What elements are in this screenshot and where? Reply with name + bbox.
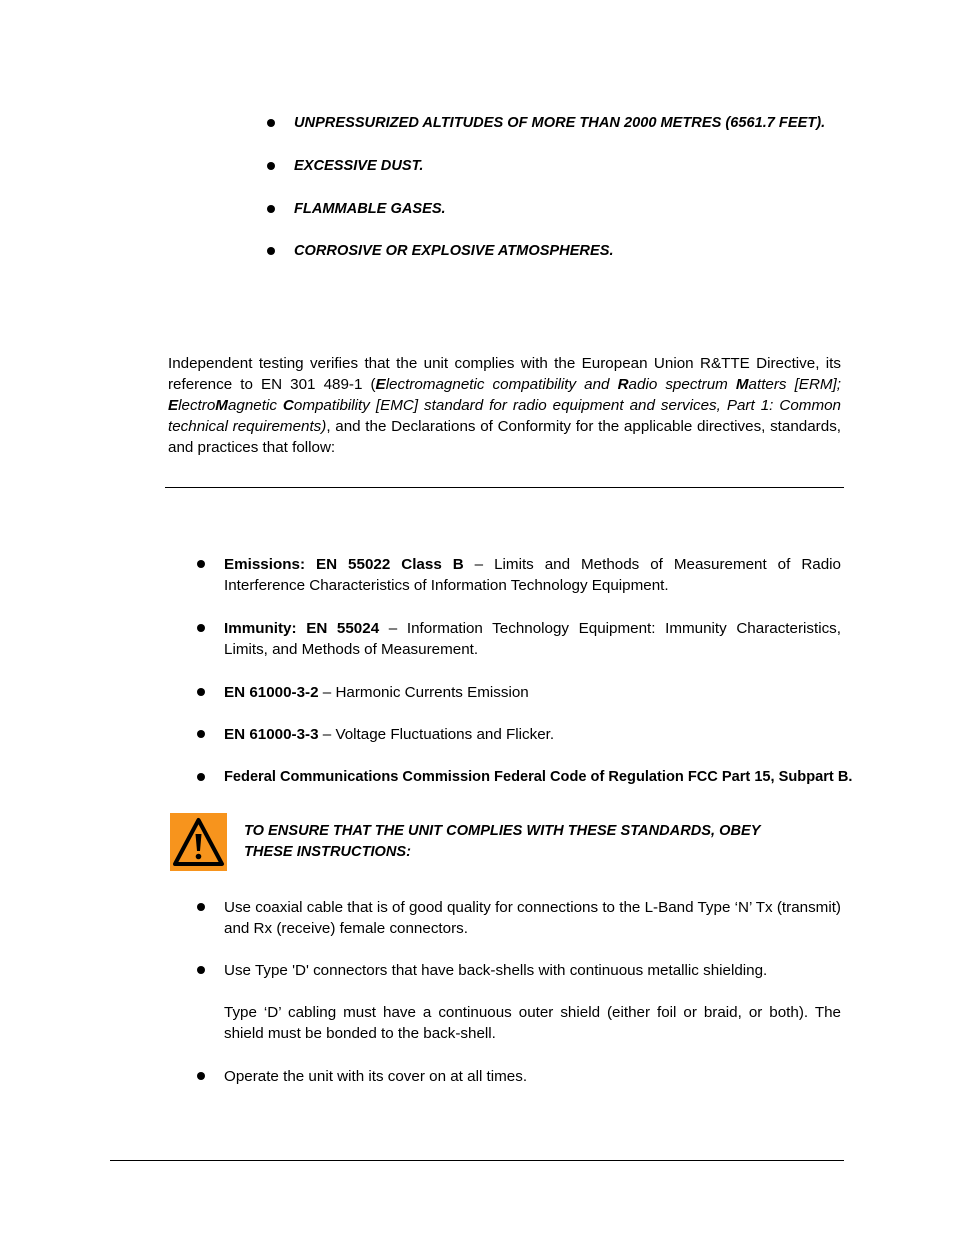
bullet	[197, 1072, 205, 1080]
bullet	[267, 247, 275, 255]
bullet	[197, 966, 205, 974]
bullet	[197, 773, 205, 781]
instruction-item: Use coaxial cable that is of good quality for connections to the L-Band Type ‘N’ Tx (transmit) and Rx (receive) female connectors.	[224, 899, 841, 937]
hazard-item: EXCESSIVE DUST.	[294, 158, 424, 174]
instruction-item: Use Type 'D' connectors that have back-shells with continuous metallic shielding.	[224, 962, 768, 979]
hazard-item: FLAMMABLE GASES.	[294, 201, 446, 217]
standard-item-fcc: Federal Communications Commission Federal Code of Regulation FCC Part 15, Subpart B.	[224, 769, 853, 785]
instruction-note: Type ‘D’ cabling must have a continuous outer shield (either foil or braid, or both). The shield must be bonded to the back-shell.	[224, 1004, 841, 1042]
footer-divider	[110, 1160, 844, 1161]
bullet	[197, 624, 205, 632]
hazard-item: CORROSIVE OR EXPLOSIVE ATMOSPHERES.	[294, 243, 614, 259]
hazard-item: UNPRESSURIZED ALTITUDES OF MORE THAN 2000 METRES (6561.7 FEET).	[294, 115, 826, 131]
section-divider	[165, 487, 844, 488]
bullet	[197, 903, 205, 911]
intro-paragraph: Independent testing verifies that the unit complies with the European Union R&TTE Directive, its reference to EN 301 489-1 (Electromagnetic compatibility and Radio spectrum Matters [ERM]; ElectroMagnetic Compatibility [EMC] standard for radio equipment and services, Part 1: Common technical requirements), and the Declarations of Conformity for the applicable directives, standards, and practices that follow:	[168, 355, 842, 456]
standard-item-emissions: Emissions: EN 55022 Class B – Limits and Methods of Measurement of Radio Interference Characteristics of Information Technology Equipment.	[224, 556, 841, 594]
bullet	[267, 119, 275, 127]
standard-item-immunity: Immunity: EN 55024 – Information Technology Equipment: Immunity Characteristics, Limits, and Methods of Measurement.	[224, 620, 841, 658]
bullet	[197, 730, 205, 738]
bullet	[197, 560, 205, 568]
instruction-item: Operate the unit with its cover on at all times.	[224, 1068, 528, 1085]
standard-item-harmonic: EN 61000-3-2 – Harmonic Currents Emission	[224, 684, 529, 701]
bullet	[197, 688, 205, 696]
bullet	[267, 162, 275, 170]
warning-text: TO ENSURE THAT THE UNIT COMPLIES WITH THESE STANDARDS, OBEY THESE INSTRUCTIONS:	[244, 823, 761, 860]
bullet	[267, 205, 275, 213]
warning-icon	[170, 813, 227, 871]
standard-item-flicker: EN 61000-3-3 – Voltage Fluctuations and Flicker.	[224, 726, 555, 743]
